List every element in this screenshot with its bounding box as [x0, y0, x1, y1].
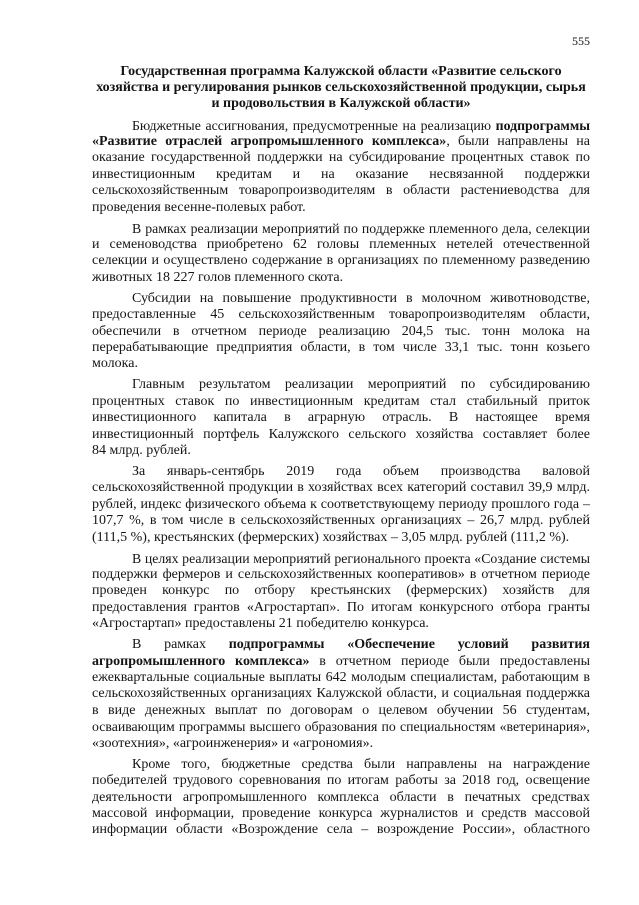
text-line — [92, 134, 590, 150]
text-run: , были направлены на — [446, 133, 591, 149]
document-title — [92, 64, 590, 112]
bold-text: агропромышленного комплекса» — [92, 653, 310, 669]
text-line: перерабатывающие предприятия области, в том числе 33,1 тыс. тонн козьего — [92, 339, 590, 355]
text-line: массовой информации, проведение конкурса журналистов и средств массовой — [92, 805, 590, 821]
bold-text: «Развитие отраслей агропромышленного комплекса» — [92, 133, 447, 149]
text-line: За январь-сентябрь 2019 года объем производства валовой — [132, 464, 590, 479]
text-line: В целях реализации мероприятий регионального проекта «Создание системы — [132, 550, 590, 566]
text-line — [92, 637, 590, 653]
text-line: победителей трудового соревнования по итогам работы за 2018 год, освещение — [92, 773, 590, 789]
paragraph — [92, 464, 590, 546]
paragraph — [92, 757, 590, 839]
text-run: В рамках — [132, 637, 229, 653]
text-line: деятельности агропромышленного комплекса области в печатных средствах — [92, 789, 590, 805]
text-run: Бюджетные ассигнования, предусмотренные на реализацию — [132, 117, 496, 133]
text-line: информации области «Возрождение села – возрождение России», областного — [92, 822, 590, 838]
text-line: сельскохозяйственных организациях Калужской области, и социальная поддержка — [92, 686, 590, 702]
text-line: животных 18 227 голов племенного скота. — [92, 269, 344, 285]
text-line: поддержки фермеров и сельскохозяйственных кооперативов» в отчетном периоде — [92, 567, 590, 583]
text-line: рублей, индекс физического объема к соответствующему периоду прошлого года – — [92, 496, 590, 512]
text-line: осваивающим программы высшего образования по специальностям «ветеринария», — [92, 719, 590, 735]
text-line: процентных ставок по инвестиционным кредитам стал стабильный приток — [92, 393, 590, 409]
document-body — [92, 64, 590, 843]
paragraph — [92, 551, 590, 633]
bold-text: подпрограммы «Обеспечение условий развития — [228, 637, 590, 653]
title-line: и продовольствия в Калужской области» — [211, 96, 471, 111]
text-line: в виде денежных выплат по договорам о целевом обучении 56 студентам, — [92, 702, 590, 718]
text-line — [92, 118, 590, 134]
text-line: и семеноводства приобретено 62 головы племенных нетелей отечественной — [92, 236, 590, 252]
paragraph — [92, 291, 590, 373]
text-line: инвестиционный портфель Калужского сельского хозяйства составляет более — [92, 426, 590, 442]
paragraph — [92, 221, 590, 287]
text-line: Кроме того, бюджетные средства были направлены на награждение — [132, 756, 590, 772]
text-line: оказание государственной поддержки на субсидирование процентных ставок по — [92, 150, 590, 166]
text-line: обеспечили в отчетном периоде реализацию 204,5 тыс. тонн молока на — [92, 323, 590, 339]
text-line — [92, 654, 590, 670]
text-line: инвестиционным кредитам и на оказание несвязанной поддержки — [92, 166, 590, 182]
text-line: В рамках реализации мероприятий по поддержке племенного дела, селекции — [132, 220, 590, 236]
text-line: сельскохозяйственной продукции в хозяйствах всех категорий составил 39,9 млрд. — [92, 480, 590, 496]
text-line: предоставленные 45 сельскохозяйственным товаропроизводителям области, — [92, 307, 590, 323]
text-line: 84 млрд. рублей. — [92, 443, 191, 458]
page-number: 555 — [572, 34, 590, 48]
text-line: (111,5 %), крестьянских (фермерских) хозяйствах – 3,05 млрд. рублей (111,2 %). — [92, 529, 570, 545]
paragraph — [92, 637, 590, 752]
bold-text: подпрограммы — [495, 117, 590, 133]
text-line: проведен конкурс по отбору крестьянских (фермерских) хозяйств для — [92, 583, 590, 599]
paragraph — [92, 118, 590, 216]
text-line: инвестиционного капитала в аграрную отрасль. В настоящее время — [92, 410, 590, 426]
text-line: Главным результатом реализации мероприятий по субсидированию — [132, 377, 590, 393]
text-line: Субсидии на повышение продуктивности в молочном животноводстве, — [132, 290, 590, 306]
text-line: ежеквартальные социальные выплаты 642 молодым специалистам, работающим в — [92, 670, 590, 686]
title-line: хозяйства и регулирования рынков сельскохозяйственной продукции, сырья — [96, 80, 586, 95]
text-run: в отчетном периоде были предоставлены — [309, 653, 590, 669]
text-line: предоставления грантов «Агростартап». По итогам конкурсного отбора гранты — [92, 599, 590, 615]
text-line: 107,7 %, в том числе в сельскохозяйственных организациях – 26,7 млрд. рублей — [92, 513, 590, 529]
text-line: сельскохозяйственным товаропроизводителям в области растениеводства для — [92, 183, 590, 199]
title-line: Государственная программа Калужской области «Развитие сельского — [120, 64, 562, 79]
text-line: молока. — [92, 356, 138, 372]
text-line: проведения весенне-полевых работ. — [92, 199, 306, 215]
text-line: «Агростартап» предоставлены 21 победителю конкурса. — [92, 616, 429, 632]
text-line: селекции и осуществлено содержание в организациях по племенному разведению — [92, 253, 590, 269]
paragraph — [92, 377, 590, 459]
text-line: «зоотехния», «агроинженерия» и «агрономия». — [92, 735, 374, 751]
